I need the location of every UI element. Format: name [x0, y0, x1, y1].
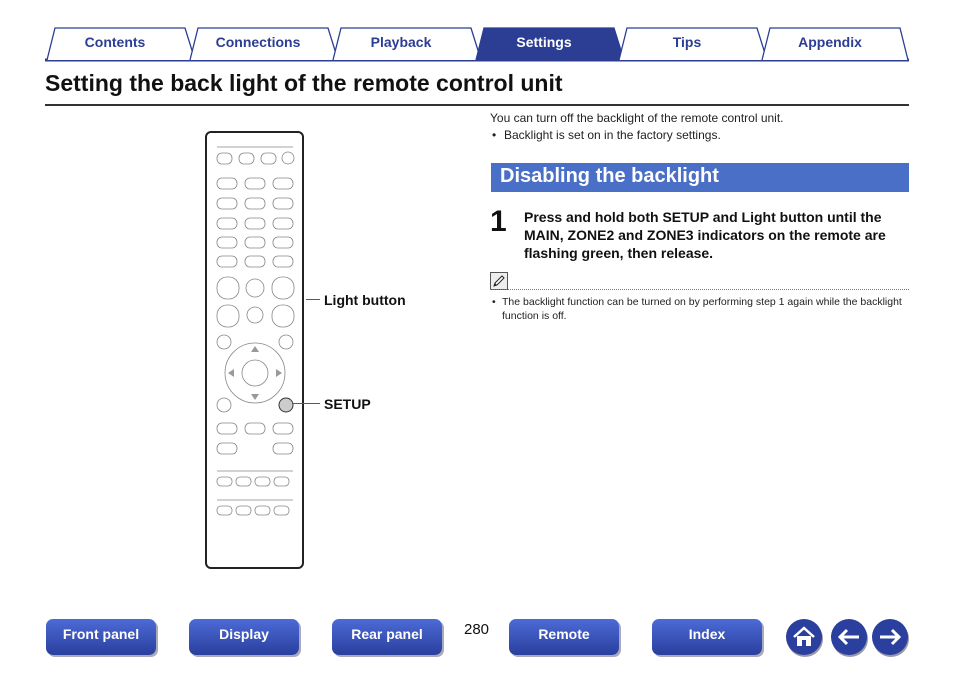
pencil-icon: [490, 272, 508, 290]
tab-appendix[interactable]: Appendix: [798, 34, 862, 50]
front-panel-button[interactable]: Front panel: [46, 619, 156, 655]
remote-button[interactable]: Remote: [509, 619, 619, 655]
tab-bar: [45, 25, 909, 62]
note-text: • The backlight function can be turned on by performing step 1 again while the backlight function is off.: [502, 295, 902, 323]
tab-tips[interactable]: Tips: [672, 34, 702, 50]
home-icon[interactable]: [786, 619, 822, 655]
step-text: Press and hold both SETUP and Light button until the MAIN, ZONE2 and ZONE3 indicators on the remote are flashing green, then release.: [524, 209, 886, 261]
tab-playback[interactable]: Playback: [370, 34, 432, 50]
remote-control-illustration: [205, 131, 304, 569]
arrow-left-icon[interactable]: [831, 619, 867, 655]
display-button[interactable]: Display: [189, 619, 299, 655]
intro-block: [490, 111, 784, 142]
light-button-callout-line: [306, 299, 320, 300]
intro-bullet: • Backlight is set on in the factory settings.: [490, 128, 784, 142]
page-title: Setting the back light of the remote control unit: [45, 70, 563, 96]
setup-label: SETUP: [324, 396, 371, 412]
tab-contents[interactable]: Contents: [84, 34, 146, 50]
index-button[interactable]: Index: [652, 619, 762, 655]
light-button-label: Light button: [324, 292, 406, 308]
tab-connections[interactable]: Connections: [215, 34, 301, 50]
step-number: 1: [490, 205, 507, 238]
section-header: [491, 163, 909, 192]
title-divider: [45, 104, 909, 106]
tab-settings[interactable]: Settings: [516, 34, 572, 50]
remote-buttons-drawing: [207, 133, 302, 567]
rear-panel-button[interactable]: Rear panel: [332, 619, 442, 655]
section-title: Disabling the backlight: [500, 165, 719, 187]
arrow-right-icon[interactable]: [872, 619, 908, 655]
setup-callout-line: [292, 403, 320, 404]
intro-text: You can turn off the backlight of the remote control unit.: [490, 111, 784, 125]
page-number: 280: [464, 621, 490, 638]
note-divider: [490, 289, 909, 290]
